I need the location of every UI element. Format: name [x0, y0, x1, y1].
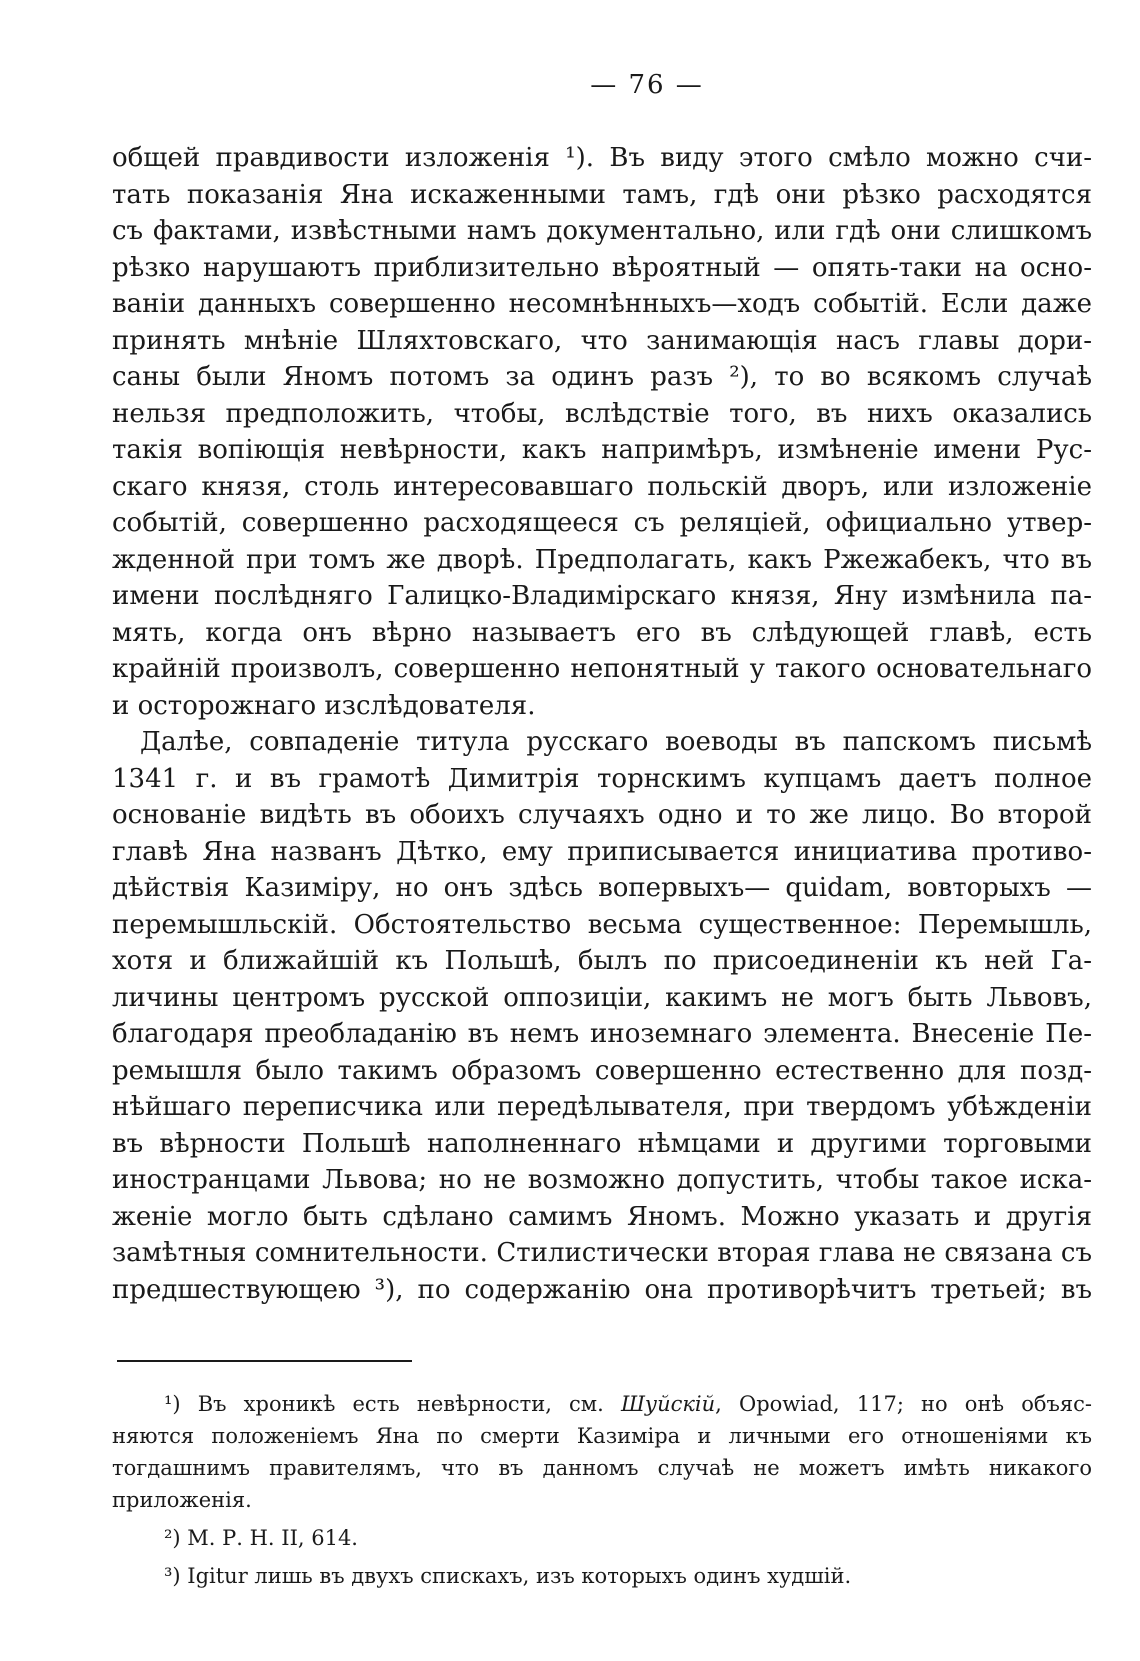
footnote-line: тогдашнимъ правителямъ, что въ данномъ случаѣ не можетъ имѣть никакого — [112, 1456, 1092, 1480]
paragraph-2 — [112, 724, 1092, 1308]
text-line: основаніе видѣть въ обоихъ случаяхъ одно и то же лицо. Во второй — [112, 800, 1092, 830]
text-line: скаго князя, столь интересовавшаго польскій дворъ, или изложеніе — [112, 471, 1092, 502]
text-line: замѣтныя сомнительности. Стилистически вторая глава не связана съ — [112, 1238, 1092, 1268]
text-line: мять, когда онъ вѣрно называетъ его въ слѣдующей главѣ, есть — [112, 617, 1092, 648]
footnote-line: няются положеніемъ Яна по смерти Казиміра и личными его отношеніями къ — [112, 1424, 1092, 1448]
page-number: — 76 — — [590, 70, 704, 100]
text-line: ремышля было такимъ образомъ совершенно естественно для позд- — [112, 1055, 1092, 1086]
text-line: благодаря преобладанію въ немъ иноземнаго элемента. Внесеніе Пе- — [112, 1019, 1092, 1049]
text-line: иностранцами Львова; но не возможно допустить, чтобы такое иска- — [112, 1165, 1092, 1195]
text-line: саны были Яномъ потомъ за одинъ разъ ²), то во всякомъ случаѣ — [112, 362, 1092, 392]
text-line: принять мнѣніе Шляхтовскаго, что занимающія насъ главы дopи- — [112, 325, 1092, 356]
text-line: имени послѣдняго Галицко-Владимірскаго князя, Яну измѣнила па- — [112, 581, 1092, 611]
text-line: тать показанія Яна искаженными тамъ, гдѣ они рѣзко расходятся — [112, 179, 1092, 210]
footnote-line: приложенія. — [112, 1488, 252, 1512]
text-line: дѣйствія Казиміру, но онъ здѣсь вопервыхъ— quidam, вовторыхъ — — [112, 873, 1092, 903]
document-page — [112, 70, 1092, 1598]
footnote-divider — [117, 1360, 412, 1362]
footnote-1 — [112, 1388, 1092, 1516]
text-line: 1341 г. и въ грамотѣ Димитрія торнскимъ купцамъ даетъ полное — [112, 763, 1092, 794]
text-line: перемышльскій. Обстоятельство весьма существенное: Перемышль, — [112, 909, 1092, 940]
text-line: событій, совершенно расходящееся съ реляціей, официально утвер- — [112, 508, 1092, 538]
text-line: личины центромъ русской оппозиціи, какимъ не могъ быть Львовъ, — [112, 982, 1092, 1013]
paragraph-1 — [112, 140, 1092, 724]
text-line: главѣ Яна названъ Дѣтко, ему приписывается инициатива противо- — [112, 836, 1092, 867]
text-line: такія вопіющія невѣрности, какъ напримѣръ, измѣненіе имени Рус- — [112, 435, 1092, 465]
text-line: Далѣе, совпаденіе титула русскаго воеводы въ папскомъ письмѣ — [140, 727, 1092, 757]
text-line: ваніи данныхъ совершенно несомнѣнныхъ—ходъ событій. Если даже — [112, 289, 1092, 319]
text-line: хотя и ближайшій къ Польшѣ, былъ по присоединеніи къ ней Га- — [112, 946, 1092, 976]
text-line: жденной при томъ же дворѣ. Предполагать, какъ Ржежабекъ, что въ — [112, 544, 1092, 575]
text-line: крайній произволъ, совершенно непонятный у такого основательнаго — [112, 654, 1092, 684]
footnotes — [112, 1388, 1092, 1592]
text-line: предшествующею ³), по содержанію она противорѣчитъ третьей; въ — [112, 1274, 1092, 1305]
footnote-2: ²) М. Р. Н. II, 614. — [164, 1526, 358, 1550]
text-line: рѣзко нарушаютъ приблизительно вѣроятный — опять-таки на осно- — [112, 252, 1092, 283]
text-line: общей правдивости изложенія ¹). Въ виду этого смѣло можно счи- — [112, 143, 1092, 173]
footnote-text: ¹) Въ хроникѣ есть невѣрности, см. — [164, 1392, 621, 1416]
text-line: и осторожнаго изслѣдователя. — [112, 690, 536, 721]
footnote-line — [112, 1388, 1092, 1420]
text-line: въ вѣрности Польшѣ наполненнаго нѣмцами и другими торговыми — [112, 1128, 1092, 1159]
author-name: Шуйскій — [620, 1392, 716, 1416]
text-line: женіе могло быть сдѣлано самимъ Яномъ. Можно указать и другія — [112, 1201, 1092, 1232]
footnote-text: , Opowiad, 117; но онѣ объяс- — [715, 1392, 1092, 1416]
text-line: нѣйшаго переписчика или передѣлывателя, при твердомъ убѣжденіи — [112, 1092, 1092, 1122]
footnote-3: ³) Igitur лишь въ двухъ спискахъ, изъ которыхъ одинъ худшій. — [164, 1564, 852, 1588]
text-line: нельзя предположить, чтобы, вслѣдствіе того, въ нихъ оказались — [112, 398, 1092, 429]
text-line: съ фактами, извѣстными намъ документально, или гдѣ они слишкомъ — [112, 216, 1092, 246]
